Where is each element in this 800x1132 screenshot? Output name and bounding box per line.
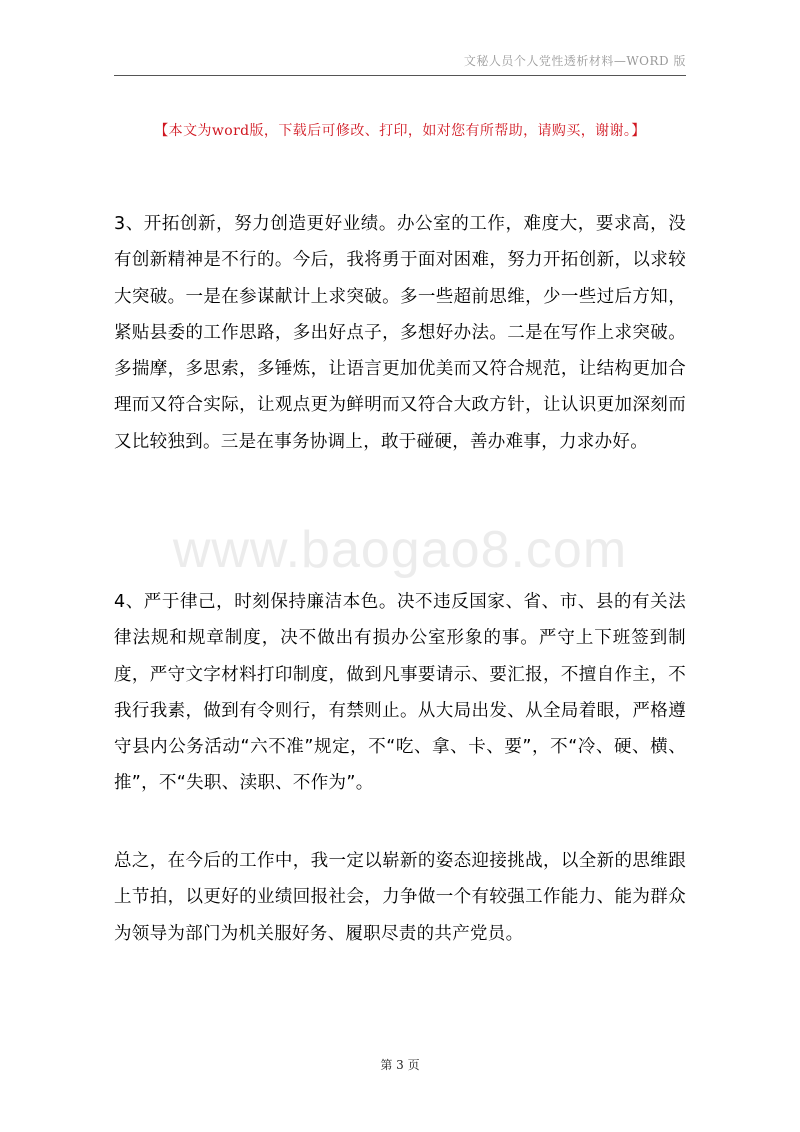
paragraph-conclusion: 总之，在今后的工作中，我一定以崭新的姿态迎接挑战，以全新的思维跟上节拍，以更好的业绩回报社会，力争做一个有较强工作能力、能为群众为领导为部门为机关服好务、履职尽责的共产党员。: [114, 851, 686, 944]
header-divider: [114, 75, 686, 76]
watermark: www.baogao8.com: [172, 521, 628, 579]
document-header-title: 文秘人员个人党性透析材料—WORD 版: [463, 54, 686, 68]
page-number: 第 3 页: [380, 1058, 420, 1072]
paragraph-self-discipline: 4、严于律己，时刻保持廉洁本色。决不违反国家、省、市、县的有关法律法规和规章制度，决不做出有损办公室形象的事。严守上下班签到制度，严守文字材料打印制度，做到凡事要请示、要汇报，不擅自作主，不我行我素，做到有令则行，有禁则止。从大局出发、从全局着眼，严格遵守县内公务活动“六不准”规定，不“吃、拿、卡、要”，不“冷、硬、横、推”，不“失职、渎职、不作为”。: [114, 592, 686, 794]
purchase-notice: 【本文为word版，下载后可修改、打印，如对您有所帮助，请购买，谢谢。】: [154, 123, 646, 139]
paragraph-innovation: 3、开拓创新，努力创造更好业绩。办公室的工作，难度大，要求高，没有创新精神是不行的。今后，我将勇于面对困难，努力开拓创新，以求较大突破。一是在参谋献计上求突破。多一些超前思维，少一些过后方知，紧贴县委的工作思路，多出好点子，多想好办法。二是在写作上求突破。多揣摩，多思索，多锤炼，让语言更加优美而又符合规范，让结构更加合理而又符合实际，让观点更为鲜明而又符合大政方针，让认识更加深刻而又比较独到。三是在事务协调上，敢于碰硬，善办难事，力求办好。: [114, 214, 686, 452]
